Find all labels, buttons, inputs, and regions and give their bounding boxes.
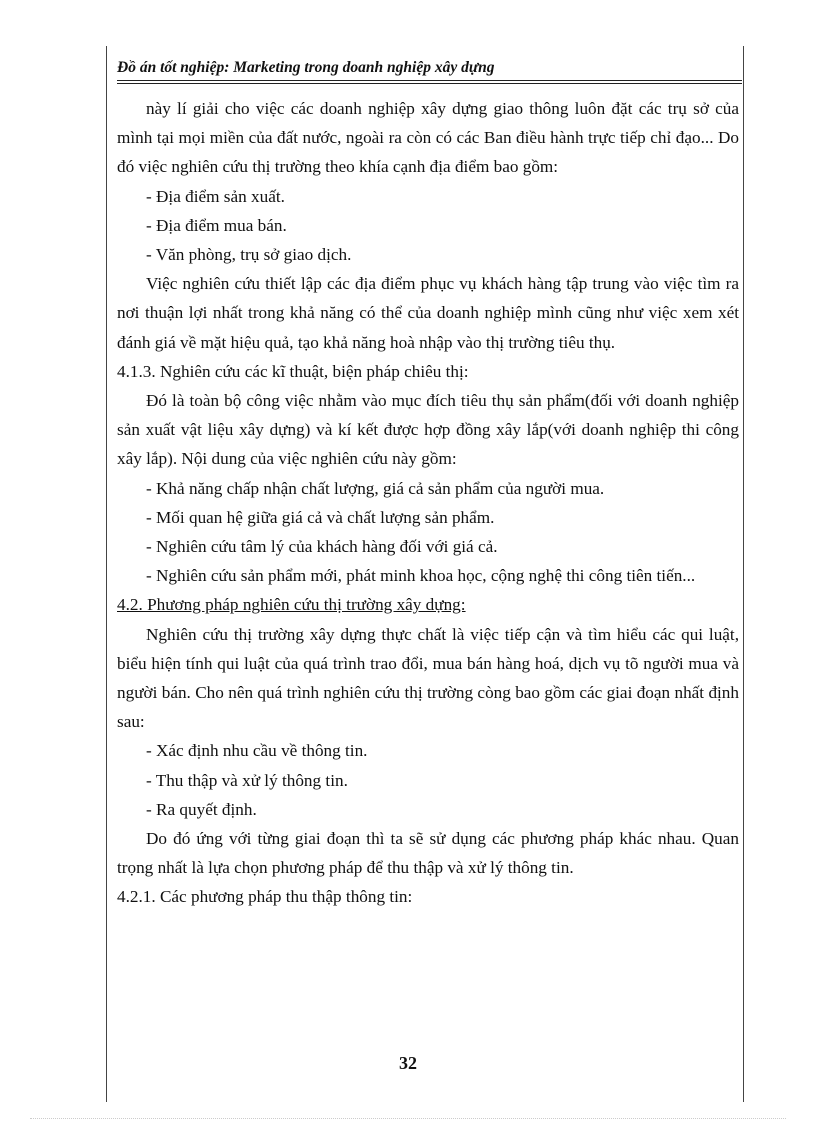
- list-item: - Ra quyết định.: [146, 799, 257, 819]
- list-item: - Khả năng chấp nhận chất lượng, giá cả sản phẩm của người mua.: [146, 478, 605, 498]
- page-edge-divider: [30, 1118, 786, 1119]
- header-rule-bottom: [117, 83, 742, 84]
- header-rule-top: [117, 80, 742, 81]
- running-header: Đồ án tốt nghiệp: Marketing trong doanh nghiệp xây dựng: [117, 59, 495, 76]
- list-item: - Nghiên cứu tâm lý của khách hàng đối với giá cả.: [146, 537, 498, 557]
- paragraph: này lí giải cho việc các doanh nghiệp xây dựng giao thông luôn đặt các trụ sở của mình tại mọi miền của đất nước, ngoài ra còn có các Ban điều hành trực tiếp chỉ đạo... Do đó việc nghiên cứu thị trường theo khía cạnh địa điểm bao gồm:: [117, 99, 739, 177]
- list-item: - Nghiên cứu sản phẩm mới, phát minh khoa học, cộng nghệ thi công tiên tiến...: [146, 566, 696, 586]
- paragraph: Do đó ứng với từng giai đoạn thì ta sẽ sử dụng các phương pháp khác nhau. Quan trọng nhất là lựa chọn phương pháp để thu thập và xử lý thông tin.: [117, 829, 739, 878]
- section-heading: 4.2. Phương pháp nghiên cứu thị trường xây dựng:: [117, 595, 466, 615]
- paragraph: Việc nghiên cứu thiết lập các địa điểm phục vụ khách hàng tập trung vào việc tìm ra nơi thuận lợi nhất trong khả năng có thể của doanh nghiệp mình cũng như việc xem xét đánh giá về mặt hiệu quả, tạo khả năng hoà nhập vào thị trường tiêu thụ.: [117, 274, 739, 352]
- paragraph: Đó là toàn bộ công việc nhằm vào mục đích tiêu thụ sản phẩm(đối với doanh nghiệp sản xuất vật liệu xây dựng) và kí kết được hợp đồng xây lắp(với doanh nghiệp thi công xây lắp). Nội dung của việc nghiên cứu này gồm:: [117, 391, 739, 469]
- section-heading: 4.2.1. Các phương pháp thu thập thông tin:: [117, 887, 413, 907]
- list-item: - Địa điểm sản xuất.: [146, 186, 285, 206]
- list-item: - Xác định nhu cầu về thông tin.: [146, 741, 368, 761]
- page-number: 32: [399, 1053, 417, 1073]
- paragraph: Nghiên cứu thị trường xây dựng thực chất là việc tiếp cận và tìm hiểu các qui luật, biểu hiện tính qui luật của quá trình trao đổi, mua bán hàng hoá, dịch vụ tõ người mua và người bán. Cho nên quá trình nghiên cứu thị trường còng bao gồm các giai đoạn nhất định sau:: [117, 624, 739, 732]
- list-item: - Mối quan hệ giữa giá cả và chất lượng sản phẩm.: [146, 507, 495, 527]
- page-body: [117, 94, 739, 912]
- list-item: - Địa điểm mua bán.: [146, 215, 287, 235]
- section-heading: 4.1.3. Nghiên cứu các kĩ thuật, biện pháp chiêu thị:: [117, 361, 469, 381]
- list-item: - Thu thập và xử lý thông tin.: [146, 770, 348, 790]
- list-item: - Văn phòng, trụ sở giao dịch.: [146, 245, 352, 265]
